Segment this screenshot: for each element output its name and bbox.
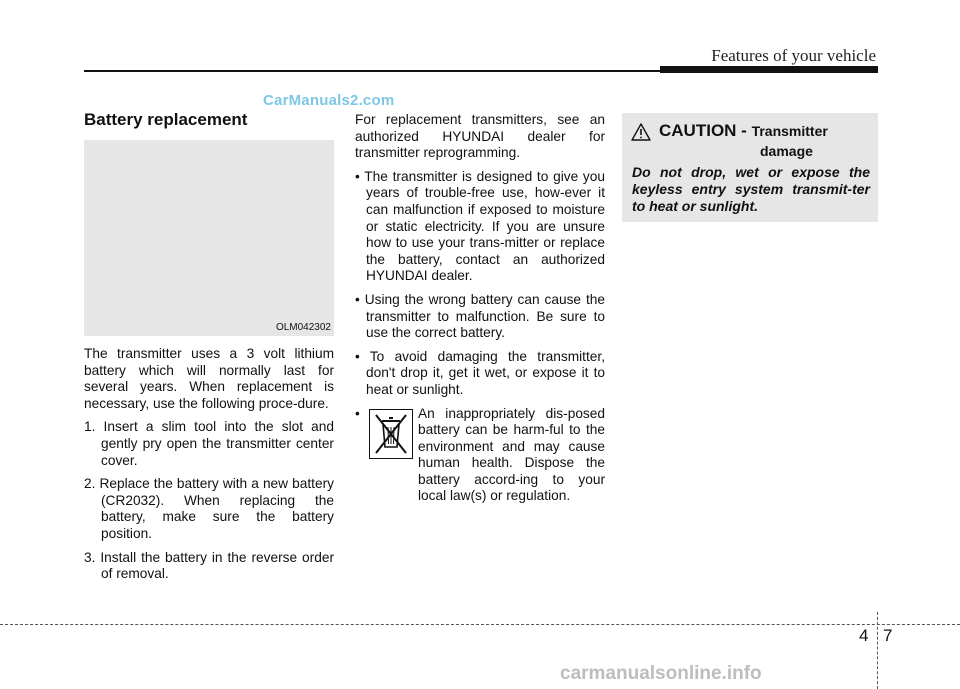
header-rule-thick <box>660 66 878 73</box>
chapter-number: 4 <box>859 626 869 645</box>
header-rule <box>84 70 704 72</box>
column-left <box>84 346 334 590</box>
intro-paragraph: The transmitter uses a 3 volt lithium battery which will normally last for several years. When replacement is necessary, use the following proce-dure. <box>84 346 334 411</box>
crossed-bin-icon <box>369 409 413 459</box>
caution-topic-line2: damage <box>760 143 813 159</box>
caution-heading <box>659 121 828 141</box>
step-item: 1. Insert a slim tool into the slot and gently pry open the transmitter center cover. <box>84 419 334 468</box>
column-middle <box>355 112 605 516</box>
caution-label: CAUTION - <box>659 121 747 140</box>
caution-text: Do not drop, wet or expose the keyless entry system transmit-ter to heat or sunlight. <box>632 164 870 214</box>
bullet-item: • Using the wrong battery can cause the transmitter to malfunction. Be sure to use the correct battery. <box>355 291 605 341</box>
watermark-bottom: carmanualsonline.info <box>560 663 762 684</box>
footer-divider <box>0 624 960 625</box>
header-title: Features of your vehicle <box>711 46 876 65</box>
bullet-mark: • <box>355 405 360 421</box>
step-item: 2. Replace the battery with a new battery (CR2032). When replacing the battery, make sure the battery position. <box>84 476 334 541</box>
disposal-item <box>355 406 605 516</box>
bullet-item: • To avoid damaging the transmitter, don't drop it, get it wet, or expose it to heat or sunlight. <box>355 348 605 397</box>
bullet-item: • The transmitter is designed to give you years of trouble-free use, how-ever it can malfunction if exposed to moisture or static electricity. If you are unsure how to use your trans-mitter or replace the battery, contact an authorized HYUNDAI dealer. <box>355 168 605 284</box>
disposal-text: An inappropriately dis-posed battery can be harm-ful to the environment and may cause human health. Dispose the battery accord-ing to your local law(s) or regulation. <box>418 405 605 504</box>
watermark-top: CarManuals2.com <box>263 92 395 109</box>
figure-placeholder <box>84 140 334 336</box>
caution-box <box>622 113 878 222</box>
warning-triangle-icon <box>631 123 651 141</box>
page-number: 7 <box>883 626 893 645</box>
caution-topic: Transmitter <box>751 123 828 139</box>
replacement-paragraph: For replacement transmitters, see an authorized HYUNDAI dealer for transmitter reprogramming. <box>355 112 605 161</box>
section-title: Battery replacement <box>84 110 248 129</box>
step-item: 3. Install the battery in the reverse order of removal. <box>84 549 334 582</box>
page-number-divider <box>877 612 878 689</box>
figure-code: OLM042302 <box>275 322 331 333</box>
